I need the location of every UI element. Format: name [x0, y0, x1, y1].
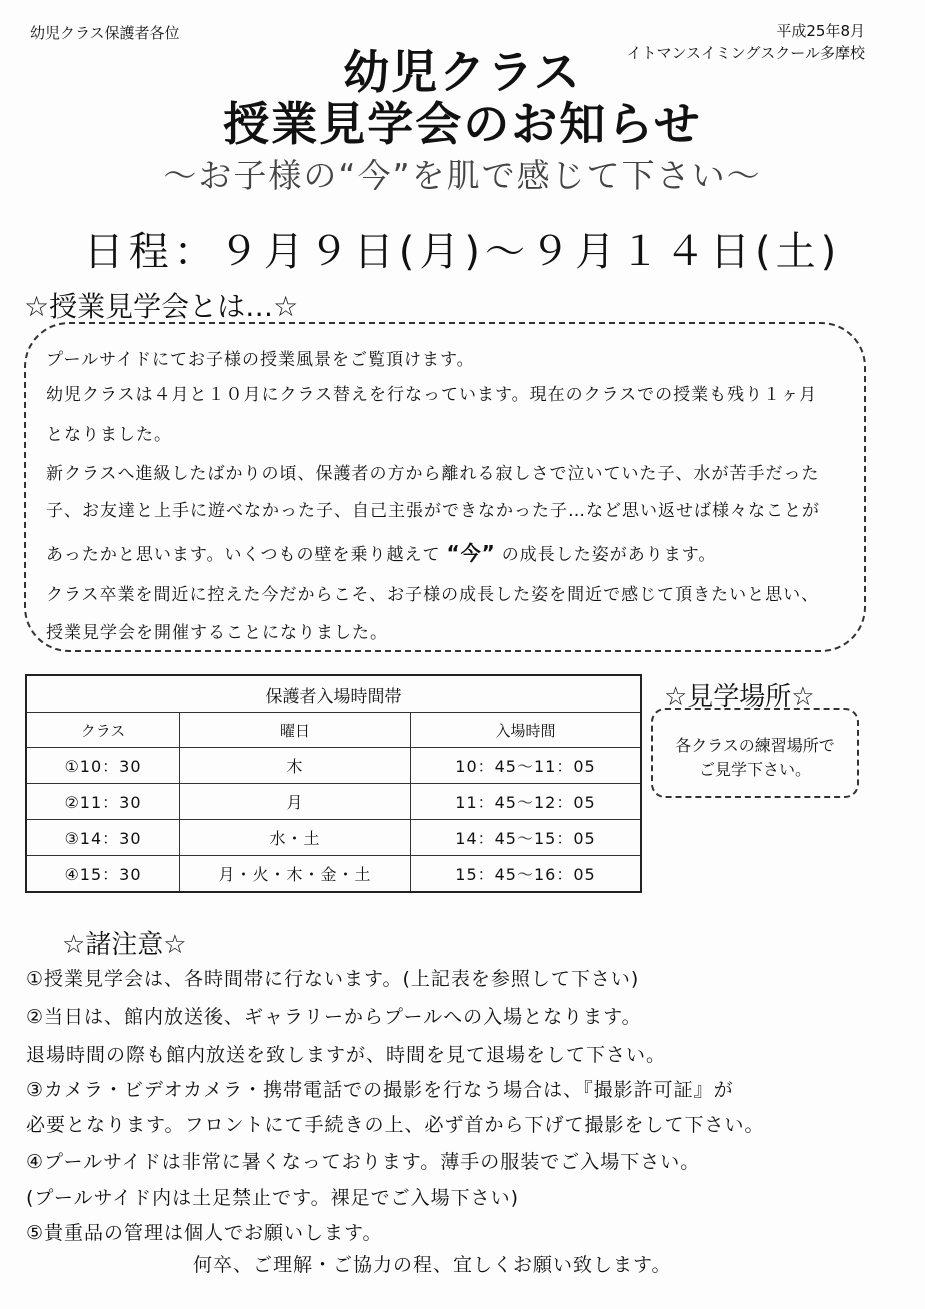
issue-date: 平成25年8月: [776, 22, 865, 40]
table-cell: ②11：30: [26, 784, 180, 820]
note-line: ①授業見学会は、各時間帯に行ないます。(上記表を参照して下さい): [26, 968, 640, 990]
place-line: ご見学下さい。: [698, 760, 811, 779]
table-cell: 15：45～16：05: [411, 856, 642, 893]
notes-heading: ☆諸注意☆: [62, 930, 187, 960]
table-cell: ③14：30: [26, 820, 180, 856]
note-line: 必要となります。フロントにて手続きの上、必ず首から下げて撮影をして下さい。: [26, 1114, 765, 1136]
about-heading: ☆授業見学会とは…☆: [24, 290, 299, 323]
table-cell: 木: [180, 748, 411, 784]
table-cell: 11：45～12：05: [411, 784, 642, 820]
about-line: 授業見学会を開催することになりました。: [46, 623, 388, 643]
table-header: 曜日: [180, 713, 411, 748]
table-row: [26, 748, 641, 784]
about-text: の成長した姿があります。: [501, 545, 717, 565]
about-text: あったかと思います。いくつもの壁を乗り越えて: [46, 545, 441, 565]
table-cell: 月・火・木・金・土: [180, 856, 411, 893]
about-line: となりました。: [46, 425, 172, 445]
note-line: (プールサイド内は土足禁止です。裸足でご入場下さい): [26, 1187, 520, 1209]
title-line-1: 幼児クラス: [343, 45, 582, 99]
subtitle: ～お子様の“今”を肌で感じて下さい～: [163, 156, 762, 195]
note-line: 退場時間の際も館内放送を致しますが、時間を見て退場をして下さい。: [26, 1044, 667, 1066]
table-header: 入場時間: [411, 713, 642, 748]
ima-emphasis: “今”: [446, 541, 496, 565]
about-line: 幼児クラスは４月と１０月にクラス替えを行なっています。現在のクラスでの授業も残り１ヶ月: [46, 385, 818, 405]
table-row: [26, 820, 641, 856]
entry-time-table: [25, 674, 642, 893]
about-line: 子、お友達と上手に遊べなかった子、自己主張ができなかった子…など思い返せば様々なことが: [46, 501, 820, 521]
about-line: プールサイドにてお子様の授業風景をご覧頂けます。: [46, 350, 475, 370]
place-box: [651, 708, 859, 798]
place-line: 各クラスの練習場所で: [675, 736, 835, 755]
table-header: クラス: [26, 713, 180, 748]
table-row: [26, 856, 641, 893]
schedule-dates: 日程：９月９日(月)～９月１４日(土): [83, 229, 842, 275]
table-cell: 10：45～11：05: [411, 748, 642, 784]
table-cell: 水・土: [180, 820, 411, 856]
about-line: クラス卒業を間近に控えた今だからこそ、お子様の成長した姿を間近で感じて頂きたいと思い、: [46, 585, 820, 605]
table-cell: ①10：30: [26, 748, 180, 784]
about-line-ima: [46, 537, 716, 566]
addressee: 幼児クラス保護者各位: [30, 24, 180, 42]
table-cell: 月: [180, 784, 411, 820]
title-line-2: 授業見学会のお知らせ: [223, 97, 702, 151]
about-line: 新クラスへ進級したばかりの頃、保護者の方から離れる寂しさで泣いていた子、水が苦手だった: [46, 464, 820, 484]
note-line: ②当日は、館内放送後、ギャラリーからプールへの入場となります。: [26, 1006, 642, 1028]
place-heading: ☆見学場所☆: [664, 682, 815, 712]
table-row: [26, 784, 641, 820]
school-name: イトマンスイミングスクール多摩校: [626, 44, 865, 62]
table-caption: 保護者入場時間帯: [26, 675, 641, 713]
table-cell: 14：45～15：05: [411, 820, 642, 856]
table-cell: ④15：30: [26, 856, 180, 893]
note-line: ⑤貴重品の管理は個人でお願いします。: [26, 1222, 383, 1244]
note-line: ④プールサイドは非常に暑くなっております。薄手の服装でご入場下さい。: [26, 1151, 701, 1173]
note-line: ③カメラ・ビデオカメラ・携帯電話での撮影を行なう場合は、『撮影許可証』が: [26, 1079, 734, 1101]
closing-remark: 何卒、ご理解・ご協力の程、宜しくお願い致します。: [193, 1254, 672, 1276]
